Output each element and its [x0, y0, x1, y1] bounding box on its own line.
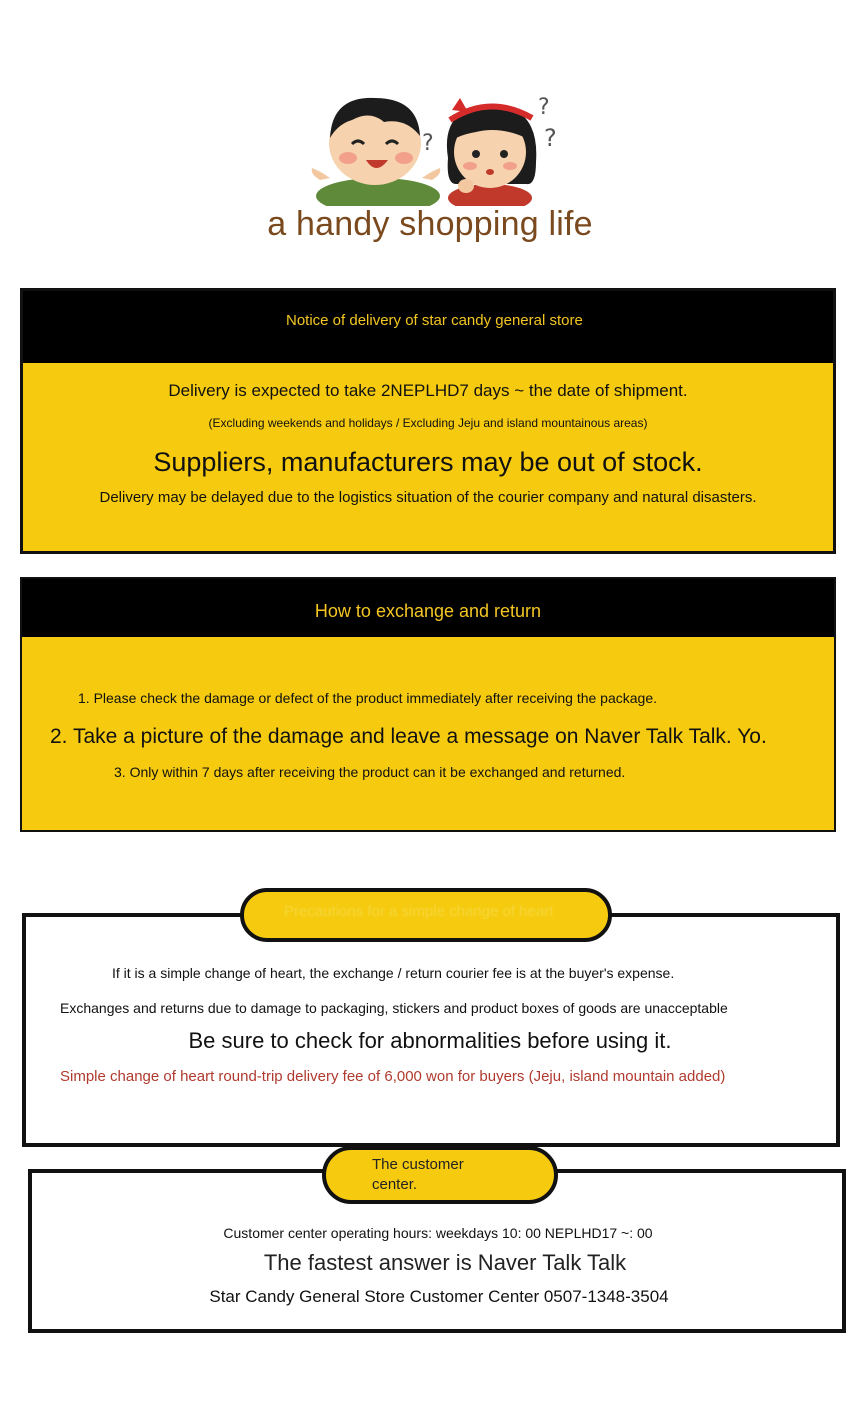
- delay-warning-text: Delivery may be delayed due to the logistics situation of the courier company and natural disasters.: [99, 489, 757, 506]
- tagline: a handy shopping life: [267, 205, 593, 243]
- svg-text:?: ?: [544, 124, 557, 152]
- svg-text:?: ?: [422, 131, 434, 156]
- exchange-return-panel: [20, 577, 836, 832]
- courier-fee-text: If it is a simple change of heart, the exchange / return courier fee is at the buyer's expense.: [112, 965, 675, 981]
- customer-center-title: The customer center.: [372, 1156, 464, 1193]
- fastest-answer-text: The fastest answer is Naver Talk Talk: [263, 1250, 627, 1275]
- exchange-step-2: 2. Take a picture of the damage and leave a message on Naver Talk Talk. Yo.: [50, 725, 767, 748]
- exchange-step-1: 1. Please check the damage or defect of the product immediately after receiving the package.: [78, 690, 657, 706]
- delivery-time-text: Delivery is expected to take 2NEPLHD7 days ~ the date of shipment.: [168, 381, 688, 400]
- exchange-return-title: How to exchange and return: [314, 601, 542, 621]
- customer-center-contact: Star Candy General Store Customer Center 0507-1348-3504: [209, 1287, 669, 1306]
- cartoon-couple-illustration: [300, 88, 570, 206]
- round-trip-fee-text: Simple change of heart round-trip delivery fee of 6,000 won for buyers (Jeju, island mountain added): [60, 1068, 726, 1085]
- cautions-title: Precautions for a simple change of heart: [284, 903, 554, 920]
- exchange-step-3: 3. Only within 7 days after receiving the product can it be exchanged and returned.: [114, 764, 626, 780]
- delivery-notice-panel: [20, 288, 836, 554]
- packaging-damage-text: Exchanges and returns due to damage to packaging, stickers and product boxes of goods are unacceptable: [60, 1000, 728, 1016]
- operating-hours-text: Customer center operating hours: weekdays 10: 00 NEPLHD17 ~: 00: [223, 1225, 653, 1241]
- svg-text:?: ?: [538, 95, 550, 120]
- check-abnormalities-text: Be sure to check for abnormalities before using it.: [188, 1028, 672, 1053]
- stock-warning-text: Suppliers, manufacturers may be out of stock.: [153, 447, 703, 477]
- girl-cartoon-icon: [447, 98, 536, 206]
- delivery-exclusions-text: (Excluding weekends and holidays / Excluding Jeju and island mountainous areas): [208, 416, 648, 430]
- delivery-notice-title: Notice of delivery of star candy general store: [286, 312, 583, 329]
